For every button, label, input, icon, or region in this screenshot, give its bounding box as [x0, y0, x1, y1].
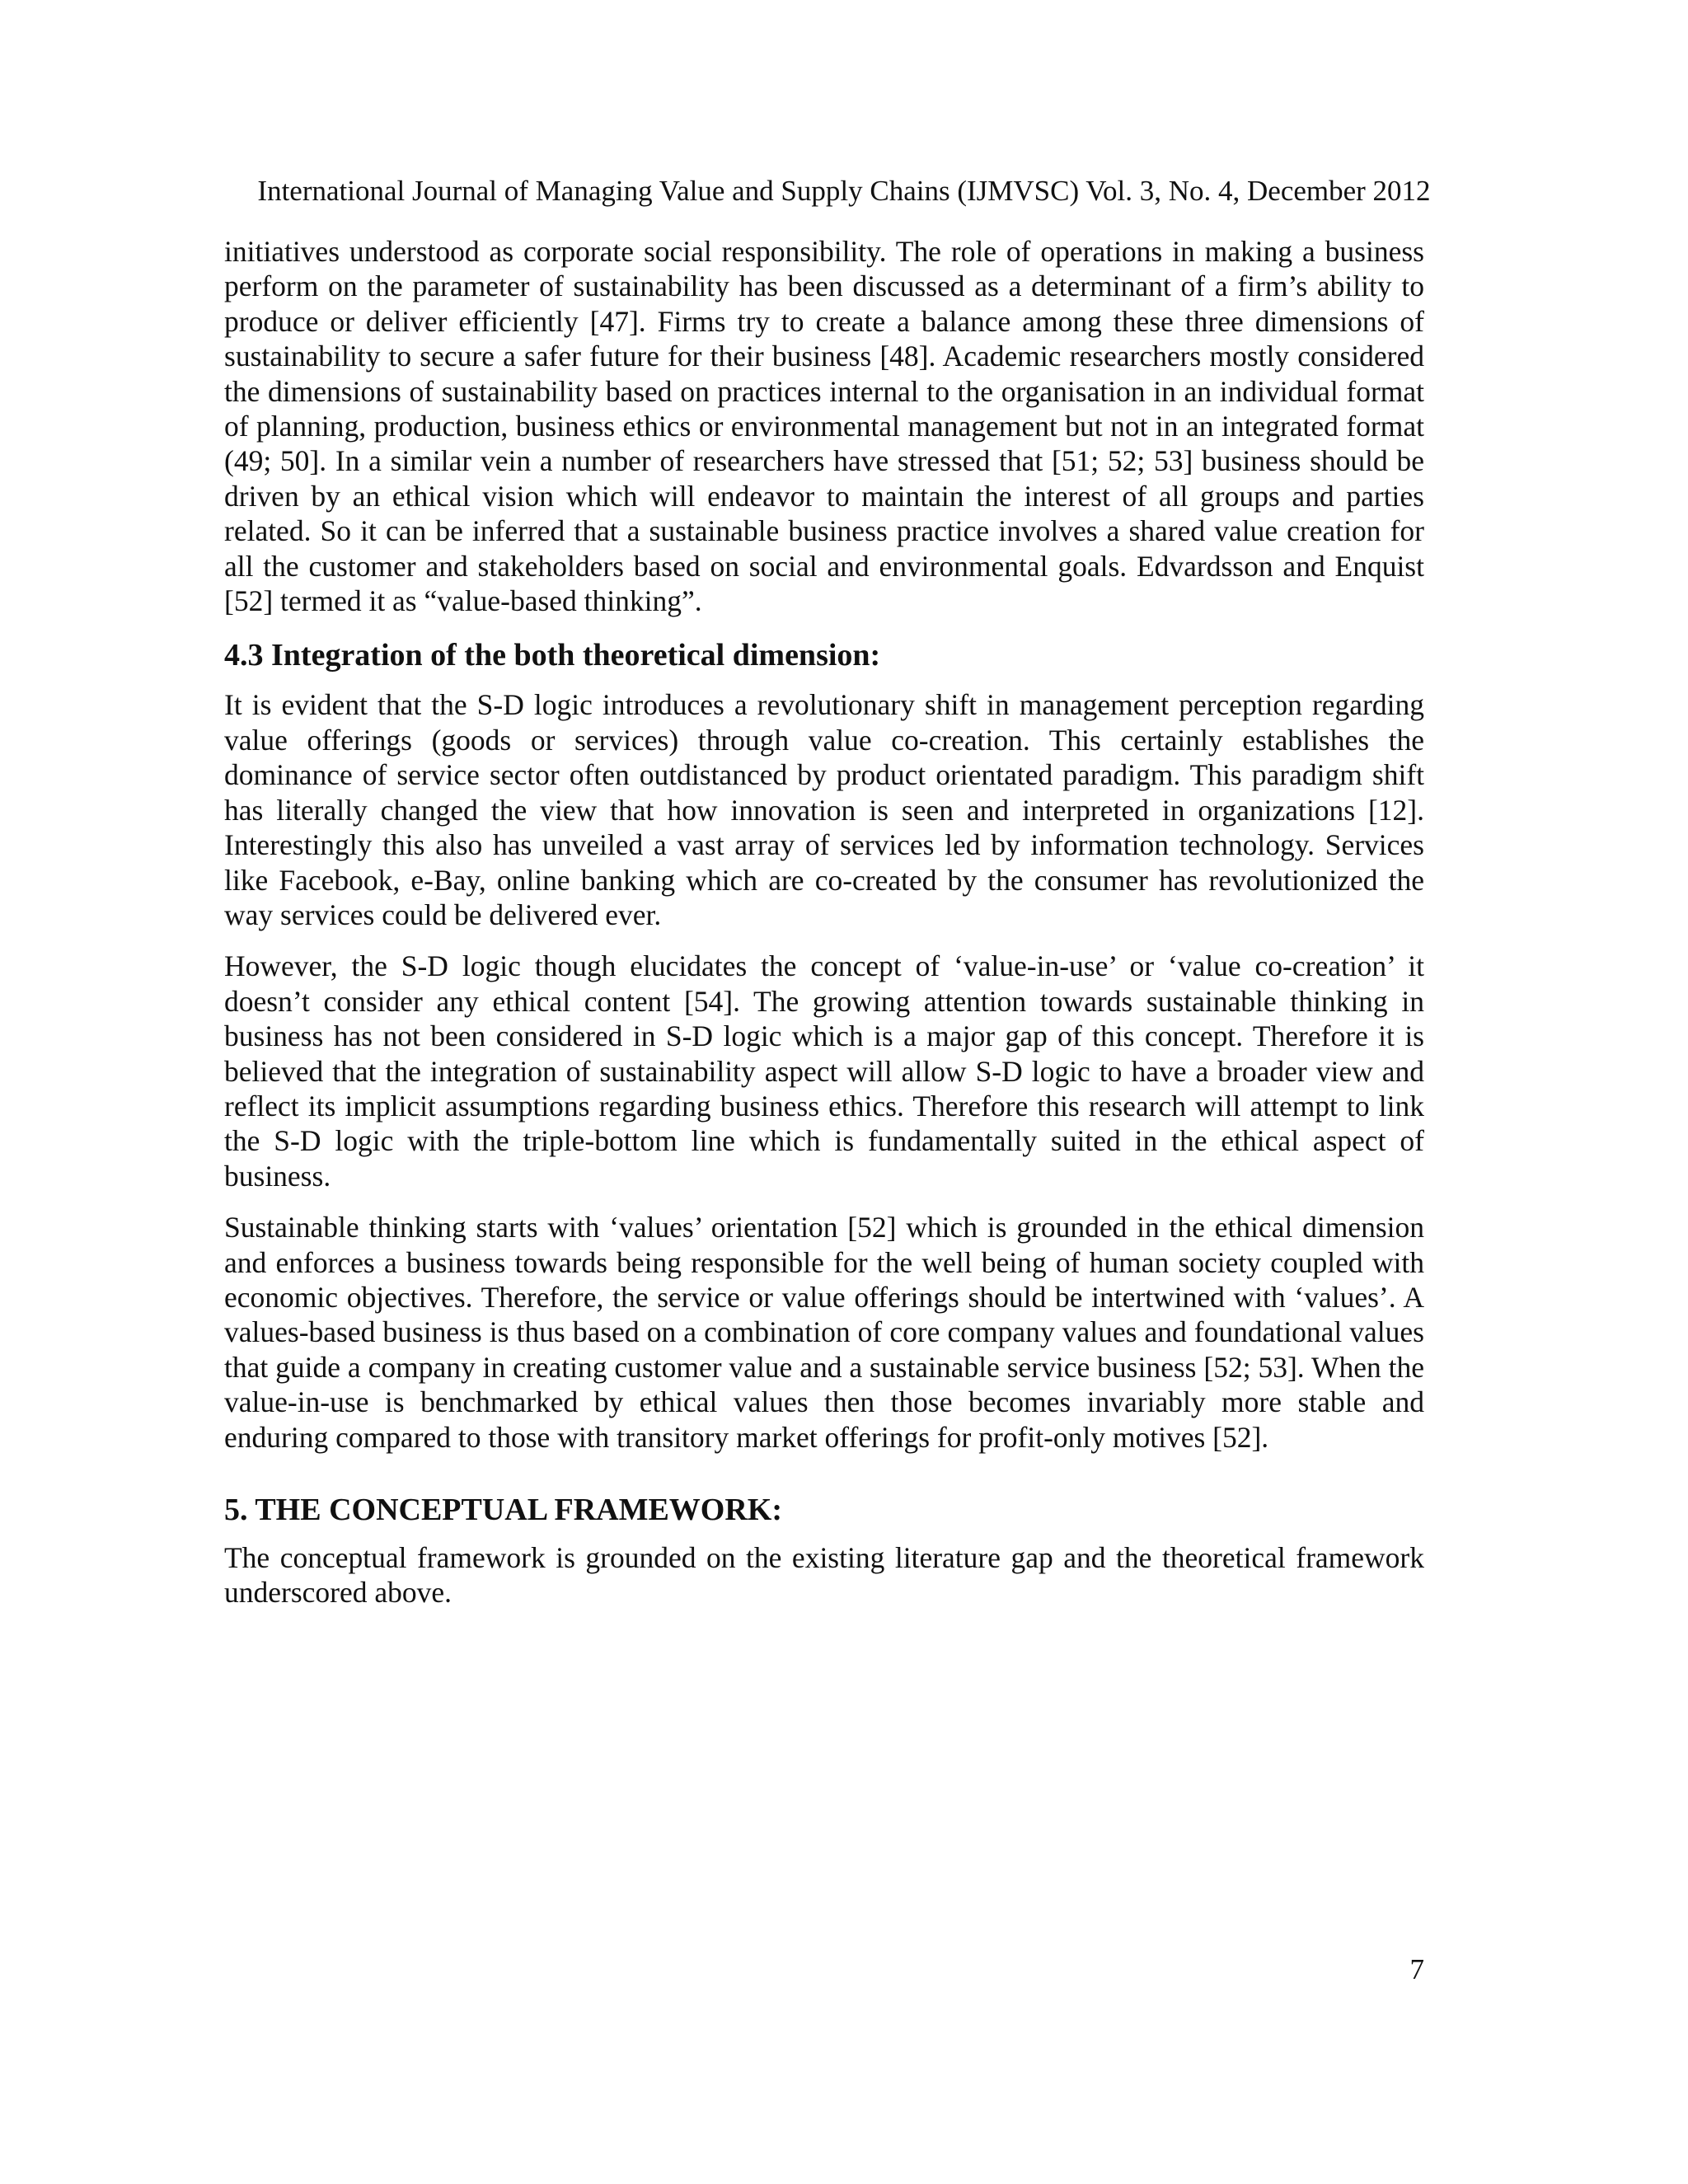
paragraph-intro: initiatives understood as corporate social responsibility. The role of operations in making a business perform on the parameter of sustainability has been discussed as a determinant of a firm’s ability to produce or deliver efficiently [47]. Firms try to create a balance among these three dimensions of sustainability to secure a safer future for their business [48]. Academic researchers mostly considered the dimensions of sustainability based on practices internal to the organisation in an individual format of planning, production, business ethics or environmental management but not in an integrated format (49; 50]. In a similar vein a number of researchers have stressed that [51; 52; 53] business should be driven by an ethical vision which will endeavor to maintain the interest of all groups and parties related. So it can be inferred that a sustainable business practice involves a shared value creation for all the customer and stakeholders based on social and environmental goals. Edvardsson and Enquist [52] termed it as “value-based thinking”.: [224, 235, 1424, 618]
paragraph-4-3-c: Sustainable thinking starts with ‘values’ orientation [52] which is grounded in the ethical dimension and enforces a business towards being responsible for the well being of human society coupled with economic objectives. Therefore, the service or value offerings should be intertwined with ‘values’. A values-based business is thus based on a combination of core company values and foundational values that guide a company in creating customer value and a sustainable service business [52; 53]. When the value-in-use is benchmarked by ethical values then those becomes invariably more stable and enduring compared to those with transitory market offerings for profit-only motives [52].: [224, 1211, 1424, 1454]
running-header: International Journal of Managing Value and Supply Chains (IJMVSC) Vol. 3, No. 4, December 2012: [257, 175, 1431, 207]
section-heading-4-3: 4.3 Integration of the both theoretical dimension:: [224, 638, 881, 673]
page-number: 7: [1409, 1953, 1424, 1985]
paragraph-4-3-a: It is evident that the S-D logic introduces a revolutionary shift in management perception regarding value offerings (goods or services) through value co-creation. This certainly establishes the dominance of service sector often outdistanced by product orientated paradigm. This paradigm shift has literally changed the view that how innovation is seen and interpreted in organizations [12]. Interestingly this also has unveiled a vast array of services led by information technology. Services like Facebook, e-Bay, online banking which are co-created by the consumer has revolutionized the way services could be delivered ever.: [224, 688, 1424, 931]
page-body: [224, 234, 1424, 1610]
paragraph-5: The conceptual framework is grounded on the existing literature gap and the theoretical framework underscored above.: [224, 1541, 1424, 1610]
paragraph-4-3-b: However, the S-D logic though elucidates the concept of ‘value-in-use’ or ‘value co-creation’ it doesn’t consider any ethical content [54]. The growing attention towards sustainable thinking in business has not been considered in S-D logic which is a major gap of this concept. Therefore it is believed that the integration of sustainability aspect will allow S-D logic to have a broader view and reflect its implicit assumptions regarding business ethics. Therefore this research will attempt to link the S-D logic with the triple-bottom line which is fundamentally suited in the ethical aspect of business.: [224, 949, 1424, 1193]
section-heading-5: 5. THE CONCEPTUAL FRAMEWORK:: [224, 1493, 783, 1527]
